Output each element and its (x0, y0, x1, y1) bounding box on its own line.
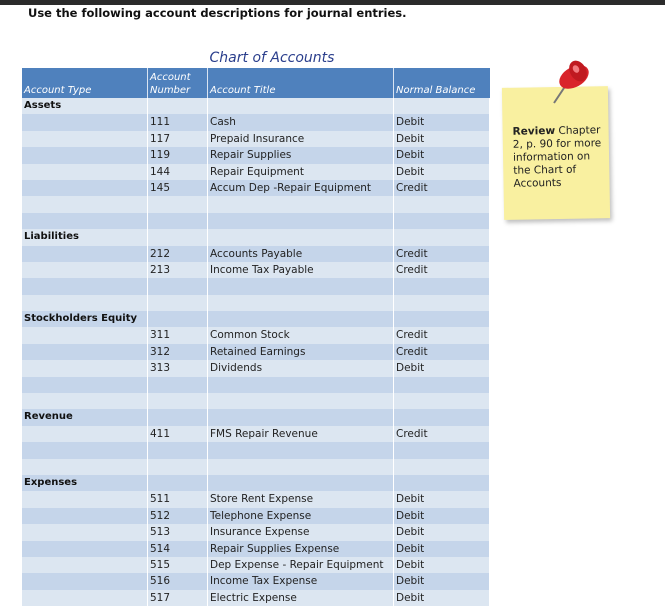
cell-number (148, 295, 208, 311)
account-number: 145 (148, 180, 208, 196)
cell-number (148, 409, 208, 425)
cell-type (22, 557, 148, 573)
normal-balance: Debit (394, 360, 490, 376)
cell-type (22, 262, 148, 278)
table-row (22, 344, 490, 360)
cell-type (22, 246, 148, 262)
table-row (22, 164, 490, 180)
account-number: 513 (148, 524, 208, 540)
cell-balance (394, 377, 490, 393)
account-title: Repair Supplies Expense (208, 541, 394, 557)
account-title: Telephone Expense (208, 508, 394, 524)
table-header (22, 68, 490, 98)
cell-type (22, 196, 148, 212)
cell-number (148, 393, 208, 409)
header-normal-balance: Normal Balance (396, 85, 476, 96)
cell-type (22, 147, 148, 163)
cell-balance (394, 98, 490, 114)
normal-balance: Credit (394, 327, 490, 343)
chart-title: Chart of Accounts (209, 50, 335, 66)
account-number: 111 (148, 114, 208, 130)
cell-type (22, 590, 148, 606)
cell-number (148, 229, 208, 245)
account-number: 312 (148, 344, 208, 360)
table-row (22, 196, 490, 212)
table-row (22, 147, 490, 163)
header-account-type: Account Type (22, 68, 148, 98)
table-row (22, 475, 490, 491)
cell-number (148, 196, 208, 212)
cell-balance (394, 475, 490, 491)
cell-type (22, 377, 148, 393)
cell-title (208, 98, 394, 114)
table-row (22, 508, 490, 524)
cell-number (148, 98, 208, 114)
account-number: 117 (148, 131, 208, 147)
cell-title (208, 475, 394, 491)
table-row (22, 327, 490, 343)
normal-balance: Credit (394, 262, 490, 278)
table-row (22, 557, 490, 573)
normal-balance: Debit (394, 147, 490, 163)
top-border (0, 0, 665, 5)
normal-balance: Debit (394, 557, 490, 573)
cell-balance (394, 409, 490, 425)
normal-balance: Debit (394, 541, 490, 557)
cell-balance (394, 295, 490, 311)
table-row (22, 180, 490, 196)
cell-balance (394, 393, 490, 409)
cell-number (148, 377, 208, 393)
table-row (22, 131, 490, 147)
normal-balance: Debit (394, 590, 490, 606)
cell-number (148, 459, 208, 475)
cell-title (208, 442, 394, 458)
cell-number (148, 278, 208, 294)
table-row (22, 246, 490, 262)
cell-balance (394, 442, 490, 458)
push-pin-icon (540, 55, 600, 115)
cell-number (148, 442, 208, 458)
header-account-number: Account Number (148, 68, 208, 98)
cell-type (22, 164, 148, 180)
chart-of-accounts-table (22, 68, 490, 606)
account-number: 511 (148, 491, 208, 507)
cell-type (22, 573, 148, 589)
table-row (22, 491, 490, 507)
cell-type (22, 327, 148, 343)
table-row (22, 262, 490, 278)
table-row (22, 295, 490, 311)
table-row (22, 524, 490, 540)
table-row (22, 98, 490, 114)
table-row (22, 114, 490, 130)
table-row (22, 409, 490, 425)
normal-balance: Debit (394, 131, 490, 147)
table-row (22, 426, 490, 442)
cell-type (22, 295, 148, 311)
cell-type (22, 491, 148, 507)
table-body (22, 98, 490, 606)
account-number: 119 (148, 147, 208, 163)
cell-title (208, 311, 394, 327)
table-row (22, 213, 490, 229)
cell-balance (394, 229, 490, 245)
instructions-text: Use the following account descriptions for journal entries. (28, 6, 407, 20)
table-row (22, 278, 490, 294)
normal-balance: Debit (394, 114, 490, 130)
normal-balance: Debit (394, 524, 490, 540)
normal-balance: Credit (394, 180, 490, 196)
normal-balance: Debit (394, 164, 490, 180)
account-type-label: Expenses (22, 475, 148, 491)
cell-title (208, 377, 394, 393)
account-title: Repair Equipment (208, 164, 394, 180)
cell-type (22, 131, 148, 147)
table-row (22, 393, 490, 409)
account-title: Accounts Payable (208, 246, 394, 262)
account-number: 515 (148, 557, 208, 573)
account-number: 517 (148, 590, 208, 606)
normal-balance: Credit (394, 246, 490, 262)
table-row (22, 311, 490, 327)
table-row (22, 459, 490, 475)
account-number: 213 (148, 262, 208, 278)
account-number: 411 (148, 426, 208, 442)
account-number: 512 (148, 508, 208, 524)
account-type-label: Stockholders Equity (22, 311, 148, 327)
account-type-label: Revenue (22, 409, 148, 425)
cell-title (208, 295, 394, 311)
cell-type (22, 541, 148, 557)
normal-balance: Debit (394, 573, 490, 589)
cell-title (208, 213, 394, 229)
account-number: 514 (148, 541, 208, 557)
cell-balance (394, 196, 490, 212)
cell-type (22, 442, 148, 458)
normal-balance: Credit (394, 426, 490, 442)
normal-balance: Debit (394, 491, 490, 507)
cell-type (22, 344, 148, 360)
header-account-title: Account Title (208, 68, 394, 98)
table-row (22, 590, 490, 606)
normal-balance: Credit (394, 344, 490, 360)
account-title: Retained Earnings (208, 344, 394, 360)
cell-type (22, 278, 148, 294)
cell-title (208, 278, 394, 294)
table-row (22, 541, 490, 557)
account-type-label: Liabilities (22, 229, 148, 245)
cell-number (148, 213, 208, 229)
cell-balance (394, 213, 490, 229)
cell-type (22, 393, 148, 409)
account-type-label: Assets (22, 98, 148, 114)
account-number: 516 (148, 573, 208, 589)
account-title: Dividends (208, 360, 394, 376)
cell-title (208, 409, 394, 425)
cell-type (22, 360, 148, 376)
cell-balance (394, 459, 490, 475)
cell-type (22, 508, 148, 524)
cell-type (22, 426, 148, 442)
account-number: 313 (148, 360, 208, 376)
cell-title (208, 229, 394, 245)
table-row (22, 360, 490, 376)
account-title: Store Rent Expense (208, 491, 394, 507)
cell-type (22, 524, 148, 540)
cell-type (22, 459, 148, 475)
account-number: 311 (148, 327, 208, 343)
account-title: FMS Repair Revenue (208, 426, 394, 442)
normal-balance: Debit (394, 508, 490, 524)
cell-title (208, 196, 394, 212)
account-title: Accum Dep -Repair Equipment (208, 180, 394, 196)
account-title: Cash (208, 114, 394, 130)
account-title: Dep Expense - Repair Equipment (208, 557, 394, 573)
cell-balance (394, 311, 490, 327)
account-number: 212 (148, 246, 208, 262)
table-row (22, 573, 490, 589)
account-title: Repair Supplies (208, 147, 394, 163)
account-title: Prepaid Insurance (208, 131, 394, 147)
cell-title (208, 459, 394, 475)
sticky-note-text: Review Chapter 2, p. 90 for more information on the Chart of Accounts (512, 124, 602, 190)
table-row (22, 229, 490, 245)
account-title: Electric Expense (208, 590, 394, 606)
cell-number (148, 311, 208, 327)
cell-type (22, 114, 148, 130)
account-title: Insurance Expense (208, 524, 394, 540)
cell-balance (394, 278, 490, 294)
account-title: Income Tax Payable (208, 262, 394, 278)
account-title: Income Tax Expense (208, 573, 394, 589)
cell-number (148, 475, 208, 491)
account-number: 144 (148, 164, 208, 180)
account-title: Common Stock (208, 327, 394, 343)
cell-type (22, 180, 148, 196)
table-row (22, 442, 490, 458)
cell-title (208, 393, 394, 409)
table-row (22, 377, 490, 393)
cell-type (22, 213, 148, 229)
